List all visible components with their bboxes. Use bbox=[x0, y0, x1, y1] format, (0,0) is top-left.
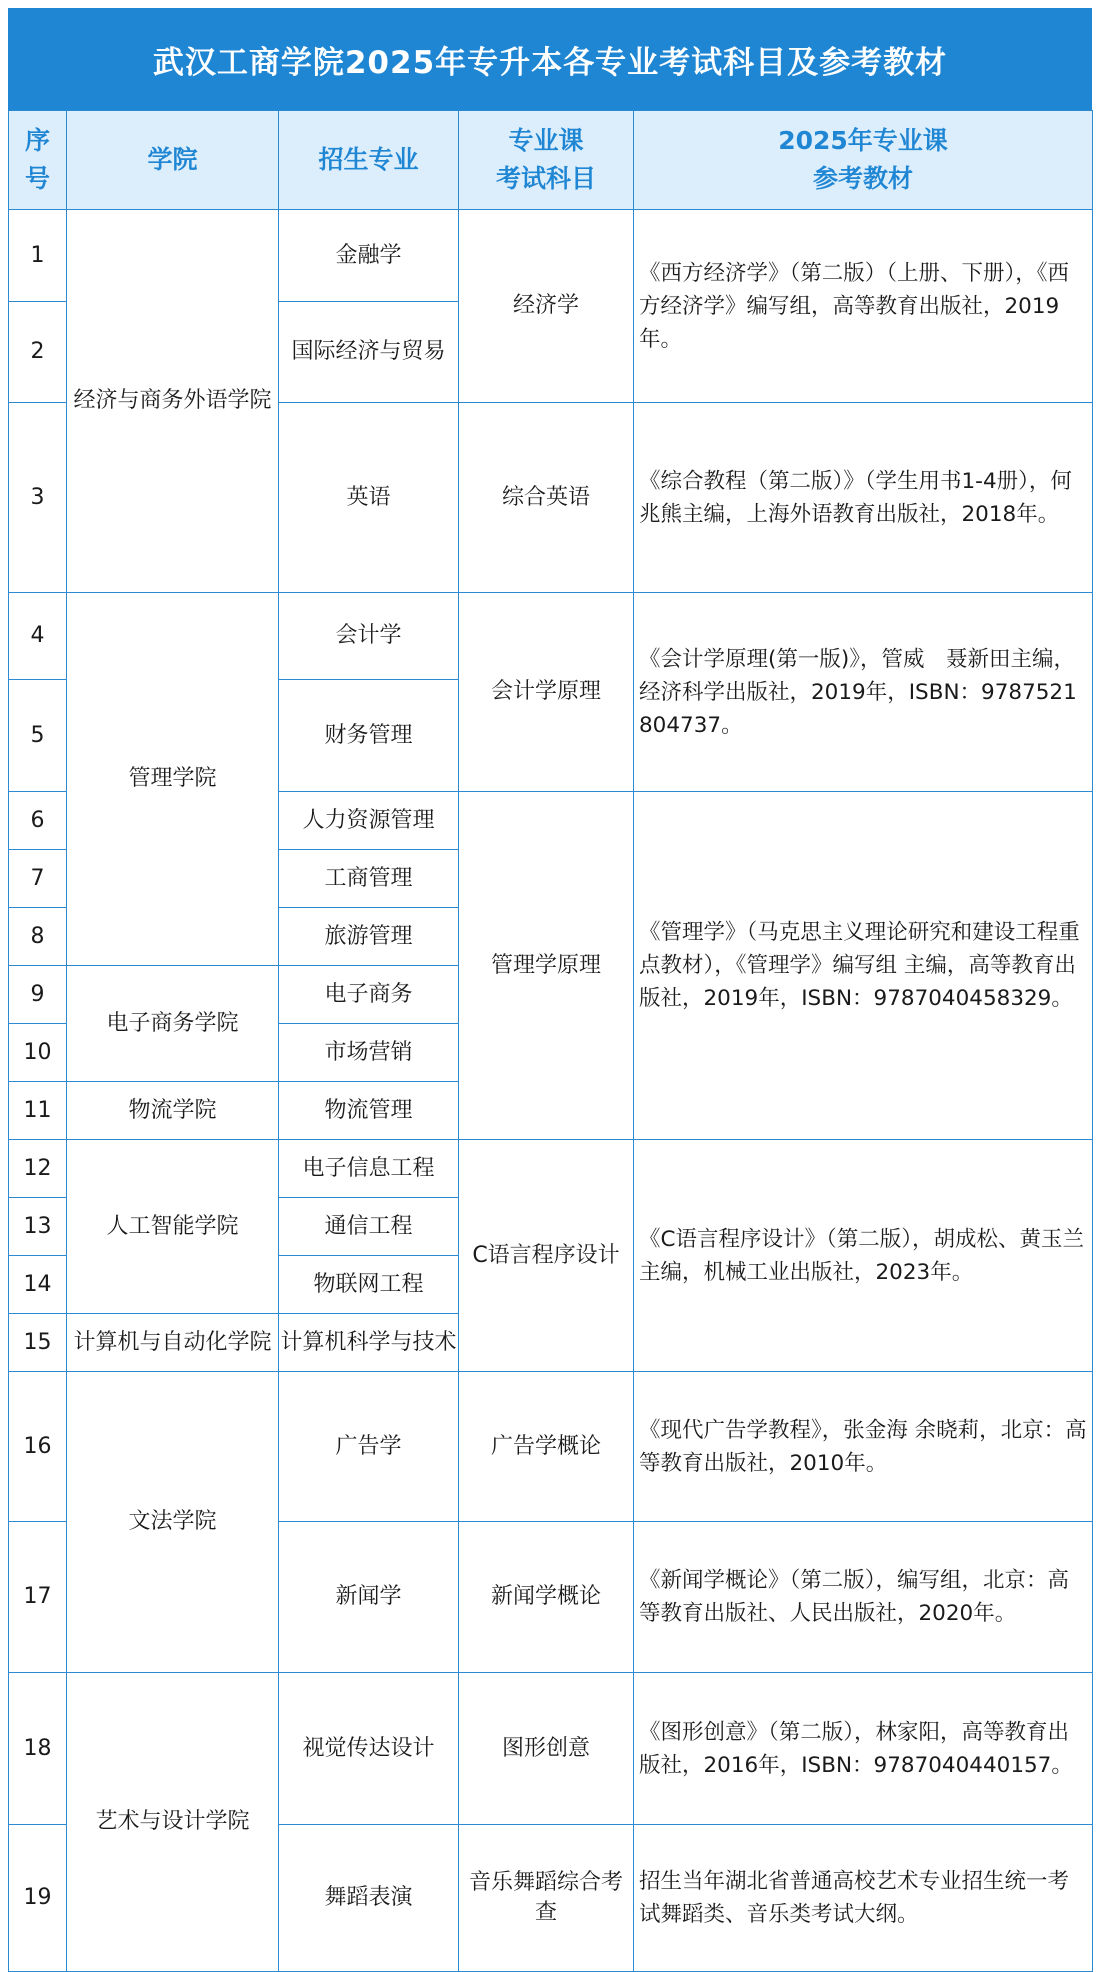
row-number: 18 bbox=[9, 1673, 67, 1825]
major-cell: 物联网工程 bbox=[279, 1256, 459, 1314]
header-subject bbox=[459, 111, 634, 210]
major-cell: 国际经济与贸易 bbox=[279, 302, 459, 403]
subject-cell: 广告学概论 bbox=[459, 1372, 634, 1522]
table-row bbox=[9, 1673, 1093, 1825]
textbook-cell: 《C语言程序设计》（第二版），胡成松、黄玉兰主编，机械工业出版社，2023年。 bbox=[634, 1140, 1093, 1372]
major-cell: 通信工程 bbox=[279, 1198, 459, 1256]
major-cell: 人力资源管理 bbox=[279, 792, 459, 850]
college-cell: 电子商务学院 bbox=[67, 966, 279, 1082]
college-cell: 艺术与设计学院 bbox=[67, 1673, 279, 1972]
header-textbook-line2: 参考教材 bbox=[812, 164, 913, 193]
college-cell: 人工智能学院 bbox=[67, 1140, 279, 1314]
row-number: 9 bbox=[9, 966, 67, 1024]
subject-cell: 经济学 bbox=[459, 210, 634, 403]
college-cell: 管理学院 bbox=[67, 593, 279, 966]
header-textbook-line1: 2025年专业课 bbox=[778, 126, 948, 155]
row-number: 2 bbox=[9, 302, 67, 403]
header-seq-line1: 序 bbox=[24, 126, 50, 155]
college-cell: 文法学院 bbox=[67, 1372, 279, 1673]
table-row bbox=[9, 1140, 1093, 1198]
major-cell: 物流管理 bbox=[279, 1082, 459, 1140]
major-cell: 广告学 bbox=[279, 1372, 459, 1522]
textbook-cell: 《新闻学概论》（第二版），编写组，北京：高等教育出版社、人民出版社，2020年。 bbox=[634, 1522, 1093, 1673]
header-seq bbox=[9, 111, 67, 210]
major-cell: 计算机科学与技术 bbox=[279, 1314, 459, 1372]
table-row bbox=[9, 210, 1093, 302]
subject-cell: 音乐舞蹈综合考查 bbox=[459, 1825, 634, 1972]
row-number: 7 bbox=[9, 850, 67, 908]
major-cell: 新闻学 bbox=[279, 1522, 459, 1673]
header-row bbox=[9, 111, 1093, 210]
subject-cell: 会计学原理 bbox=[459, 593, 634, 792]
textbook-cell: 《图形创意》（第二版），林家阳，高等教育出版社，2016年，ISBN：9787040440157。 bbox=[634, 1673, 1093, 1825]
major-cell: 旅游管理 bbox=[279, 908, 459, 966]
major-cell: 财务管理 bbox=[279, 680, 459, 792]
row-number: 12 bbox=[9, 1140, 67, 1198]
major-cell: 舞蹈表演 bbox=[279, 1825, 459, 1972]
college-cell: 经济与商务外语学院 bbox=[67, 210, 279, 593]
table-row bbox=[9, 1372, 1093, 1522]
row-number: 4 bbox=[9, 593, 67, 680]
textbook-cell: 《综合教程（第二版）》（学生用书1-4册），何兆熊主编，上海外语教育出版社，2018年。 bbox=[634, 403, 1093, 593]
textbook-cell: 《管理学》（马克思主义理论研究和建设工程重点教材），《管理学》编写组 主编，高等教育出版社，2019年，ISBN：9787040458329。 bbox=[634, 792, 1093, 1140]
row-number: 5 bbox=[9, 680, 67, 792]
subject-cell: 管理学原理 bbox=[459, 792, 634, 1140]
row-number: 8 bbox=[9, 908, 67, 966]
row-number: 1 bbox=[9, 210, 67, 302]
major-cell: 电子信息工程 bbox=[279, 1140, 459, 1198]
header-major: 招生专业 bbox=[279, 111, 459, 210]
major-cell: 市场营销 bbox=[279, 1024, 459, 1082]
header-subject-line2: 考试科目 bbox=[495, 164, 596, 193]
subject-cell: C语言程序设计 bbox=[459, 1140, 634, 1372]
row-number: 14 bbox=[9, 1256, 67, 1314]
header-subject-line1: 专业课 bbox=[508, 126, 584, 155]
row-number: 16 bbox=[9, 1372, 67, 1522]
major-cell: 视觉传达设计 bbox=[279, 1673, 459, 1825]
row-number: 13 bbox=[9, 1198, 67, 1256]
subject-cell: 新闻学概论 bbox=[459, 1522, 634, 1673]
textbook-cell: 招生当年湖北省普通高校艺术专业招生统一考试舞蹈类、音乐类考试大纲。 bbox=[634, 1825, 1093, 1972]
major-cell: 会计学 bbox=[279, 593, 459, 680]
major-cell: 英语 bbox=[279, 403, 459, 593]
row-number: 11 bbox=[9, 1082, 67, 1140]
row-number: 19 bbox=[9, 1825, 67, 1972]
row-number: 3 bbox=[9, 403, 67, 593]
subject-cell: 综合英语 bbox=[459, 403, 634, 593]
textbook-cell: 《现代广告学教程》，张金海 余晓莉，北京：高等教育出版社，2010年。 bbox=[634, 1372, 1093, 1522]
row-number: 10 bbox=[9, 1024, 67, 1082]
textbook-cell: 《会计学原理(第一版)》，管威 聂新田主编，经济科学出版社，2019年，ISBN：9787521804737。 bbox=[634, 593, 1093, 792]
header-textbook bbox=[634, 111, 1093, 210]
textbook-cell: 《西方经济学》（第二版）（上册、下册），《西方经济学》编写组，高等教育出版社，2019年。 bbox=[634, 210, 1093, 403]
college-cell: 物流学院 bbox=[67, 1082, 279, 1140]
header-seq-line2: 号 bbox=[24, 164, 50, 193]
page-title: 武汉工商学院2025年专升本各专业考试科目及参考教材 bbox=[8, 8, 1092, 110]
subject-cell: 图形创意 bbox=[459, 1673, 634, 1825]
row-number: 17 bbox=[9, 1522, 67, 1673]
major-cell: 电子商务 bbox=[279, 966, 459, 1024]
row-number: 15 bbox=[9, 1314, 67, 1372]
college-cell: 计算机与自动化学院 bbox=[67, 1314, 279, 1372]
header-college: 学院 bbox=[67, 111, 279, 210]
row-number: 6 bbox=[9, 792, 67, 850]
major-cell: 金融学 bbox=[279, 210, 459, 302]
table-row bbox=[9, 593, 1093, 680]
exam-subjects-table bbox=[8, 110, 1093, 1972]
major-cell: 工商管理 bbox=[279, 850, 459, 908]
